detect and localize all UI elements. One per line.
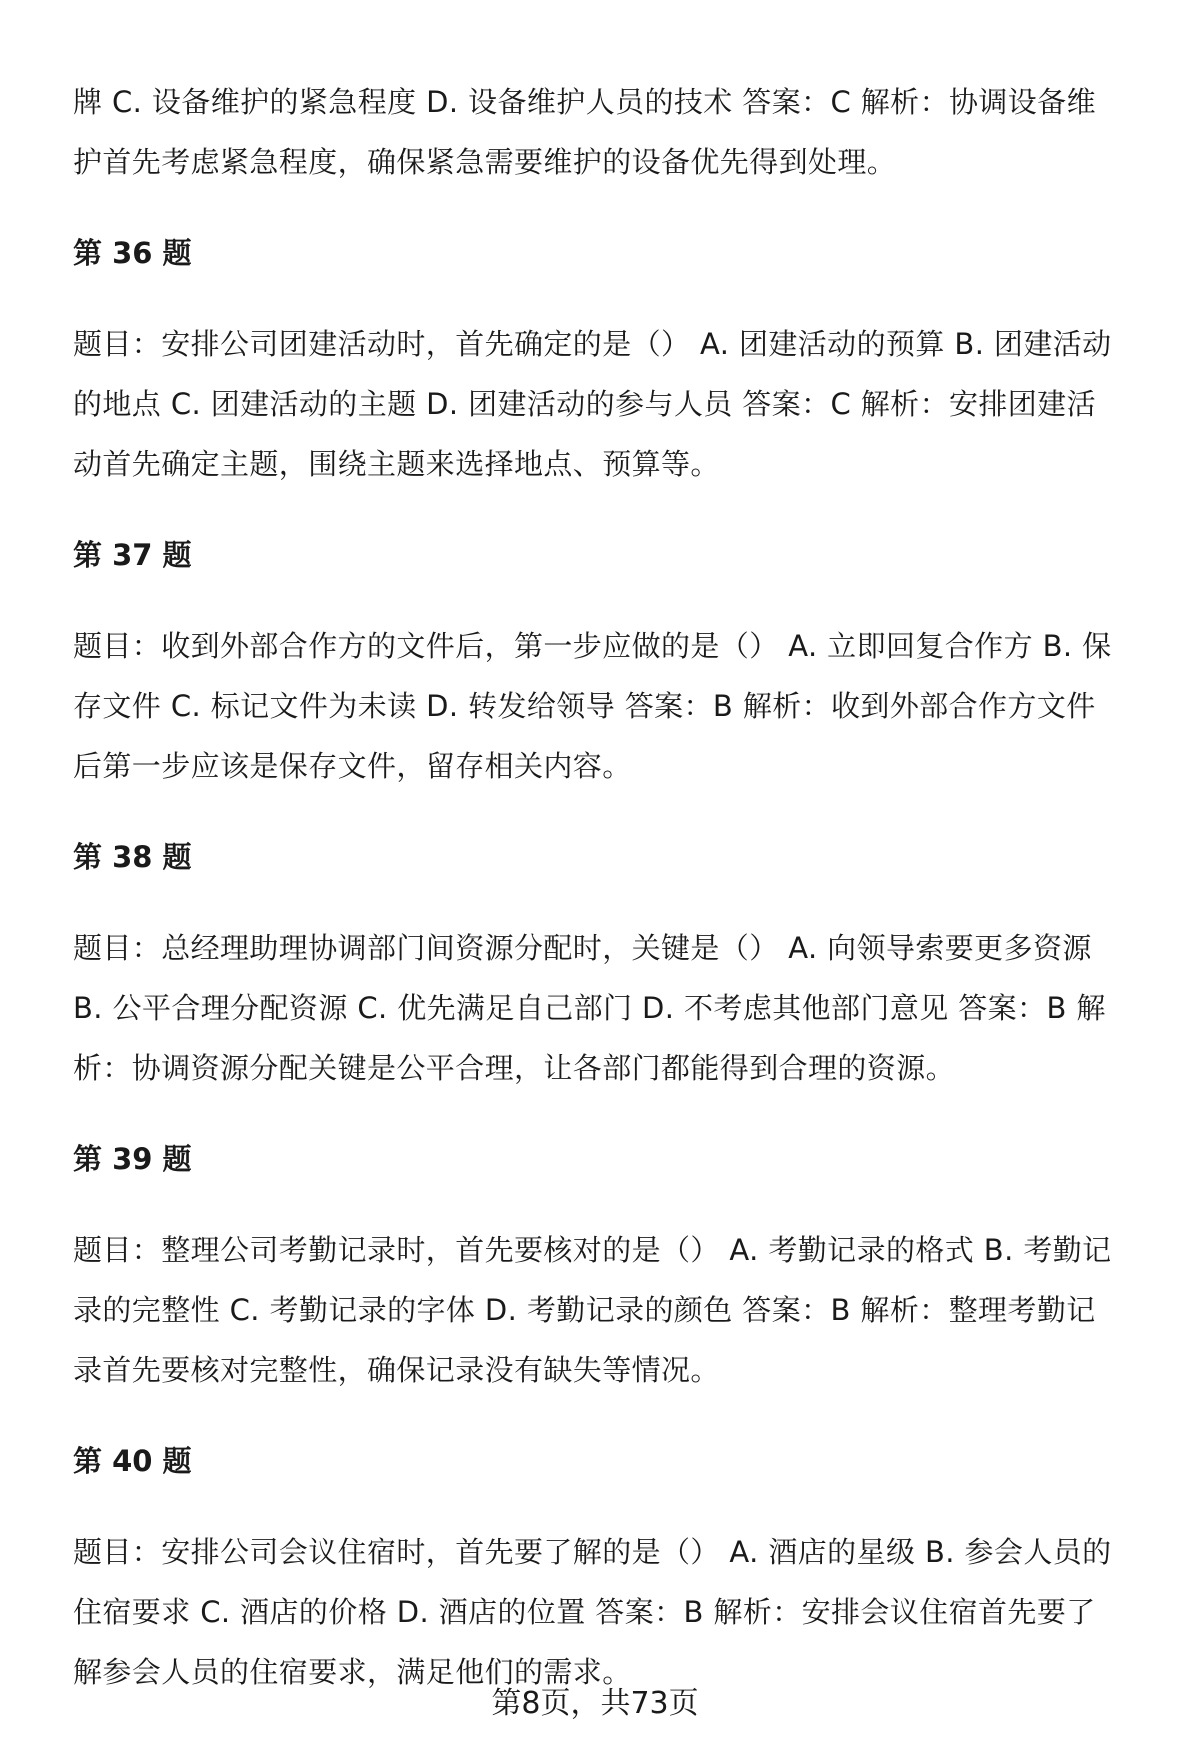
question-body: 题目：总经理助理协调部门间资源分配时，关键是（） A. 向领导索要更多资源 B. 公平合理分配资源 C. 优先满足自己部门 D. 不考虑其他部门意见 答案：B 解析：协调资源分配关键是公平合理，让各部门都能得到合理的资源。 [73, 931, 1106, 1085]
question-heading: 第 40 题 [73, 1444, 192, 1478]
question-heading: 第 36 题 [73, 236, 192, 270]
question-heading: 第 38 题 [73, 840, 192, 874]
question-body: 题目：安排公司团建活动时，首先确定的是（） A. 团建活动的预算 B. 团建活动的地点 C. 团建活动的主题 D. 团建活动的参与人员 答案：C 解析：安排团建活动首先确定主题，围绕主题来选择地点、预算等。 [73, 327, 1112, 481]
question-heading: 第 39 题 [73, 1142, 192, 1176]
document-content [73, 72, 1123, 1702]
intro-paragraph: 牌 C. 设备维护的紧急程度 D. 设备维护人员的技术 答案：C 解析：协调设备维护首先考虑紧急程度，确保紧急需要维护的设备优先得到处理。 [73, 85, 1096, 179]
question-body: 题目：整理公司考勤记录时，首先要核对的是（） A. 考勤记录的格式 B. 考勤记录的完整性 C. 考勤记录的字体 D. 考勤记录的颜色 答案：B 解析：整理考勤记录首先要核对完整性，确保记录没有缺失等情况。 [73, 1233, 1112, 1387]
question-body: 题目：安排公司会议住宿时，首先要了解的是（） A. 酒店的星级 B. 参会人员的住宿要求 C. 酒店的价格 D. 酒店的位置 答案：B 解析：安排会议住宿首先要了解参会人员的住宿要求，满足他们的需求。 [73, 1535, 1112, 1689]
question-body: 题目：收到外部合作方的文件后，第一步应做的是（） A. 立即回复合作方 B. 保存文件 C. 标记文件为未读 D. 转发给领导 答案：B 解析：收到外部合作方文件后第一步应该是保存文件，留存相关内容。 [73, 629, 1112, 783]
page-number-footer: 第8页，共73页 [491, 1686, 699, 1721]
question-heading: 第 37 题 [73, 538, 192, 572]
